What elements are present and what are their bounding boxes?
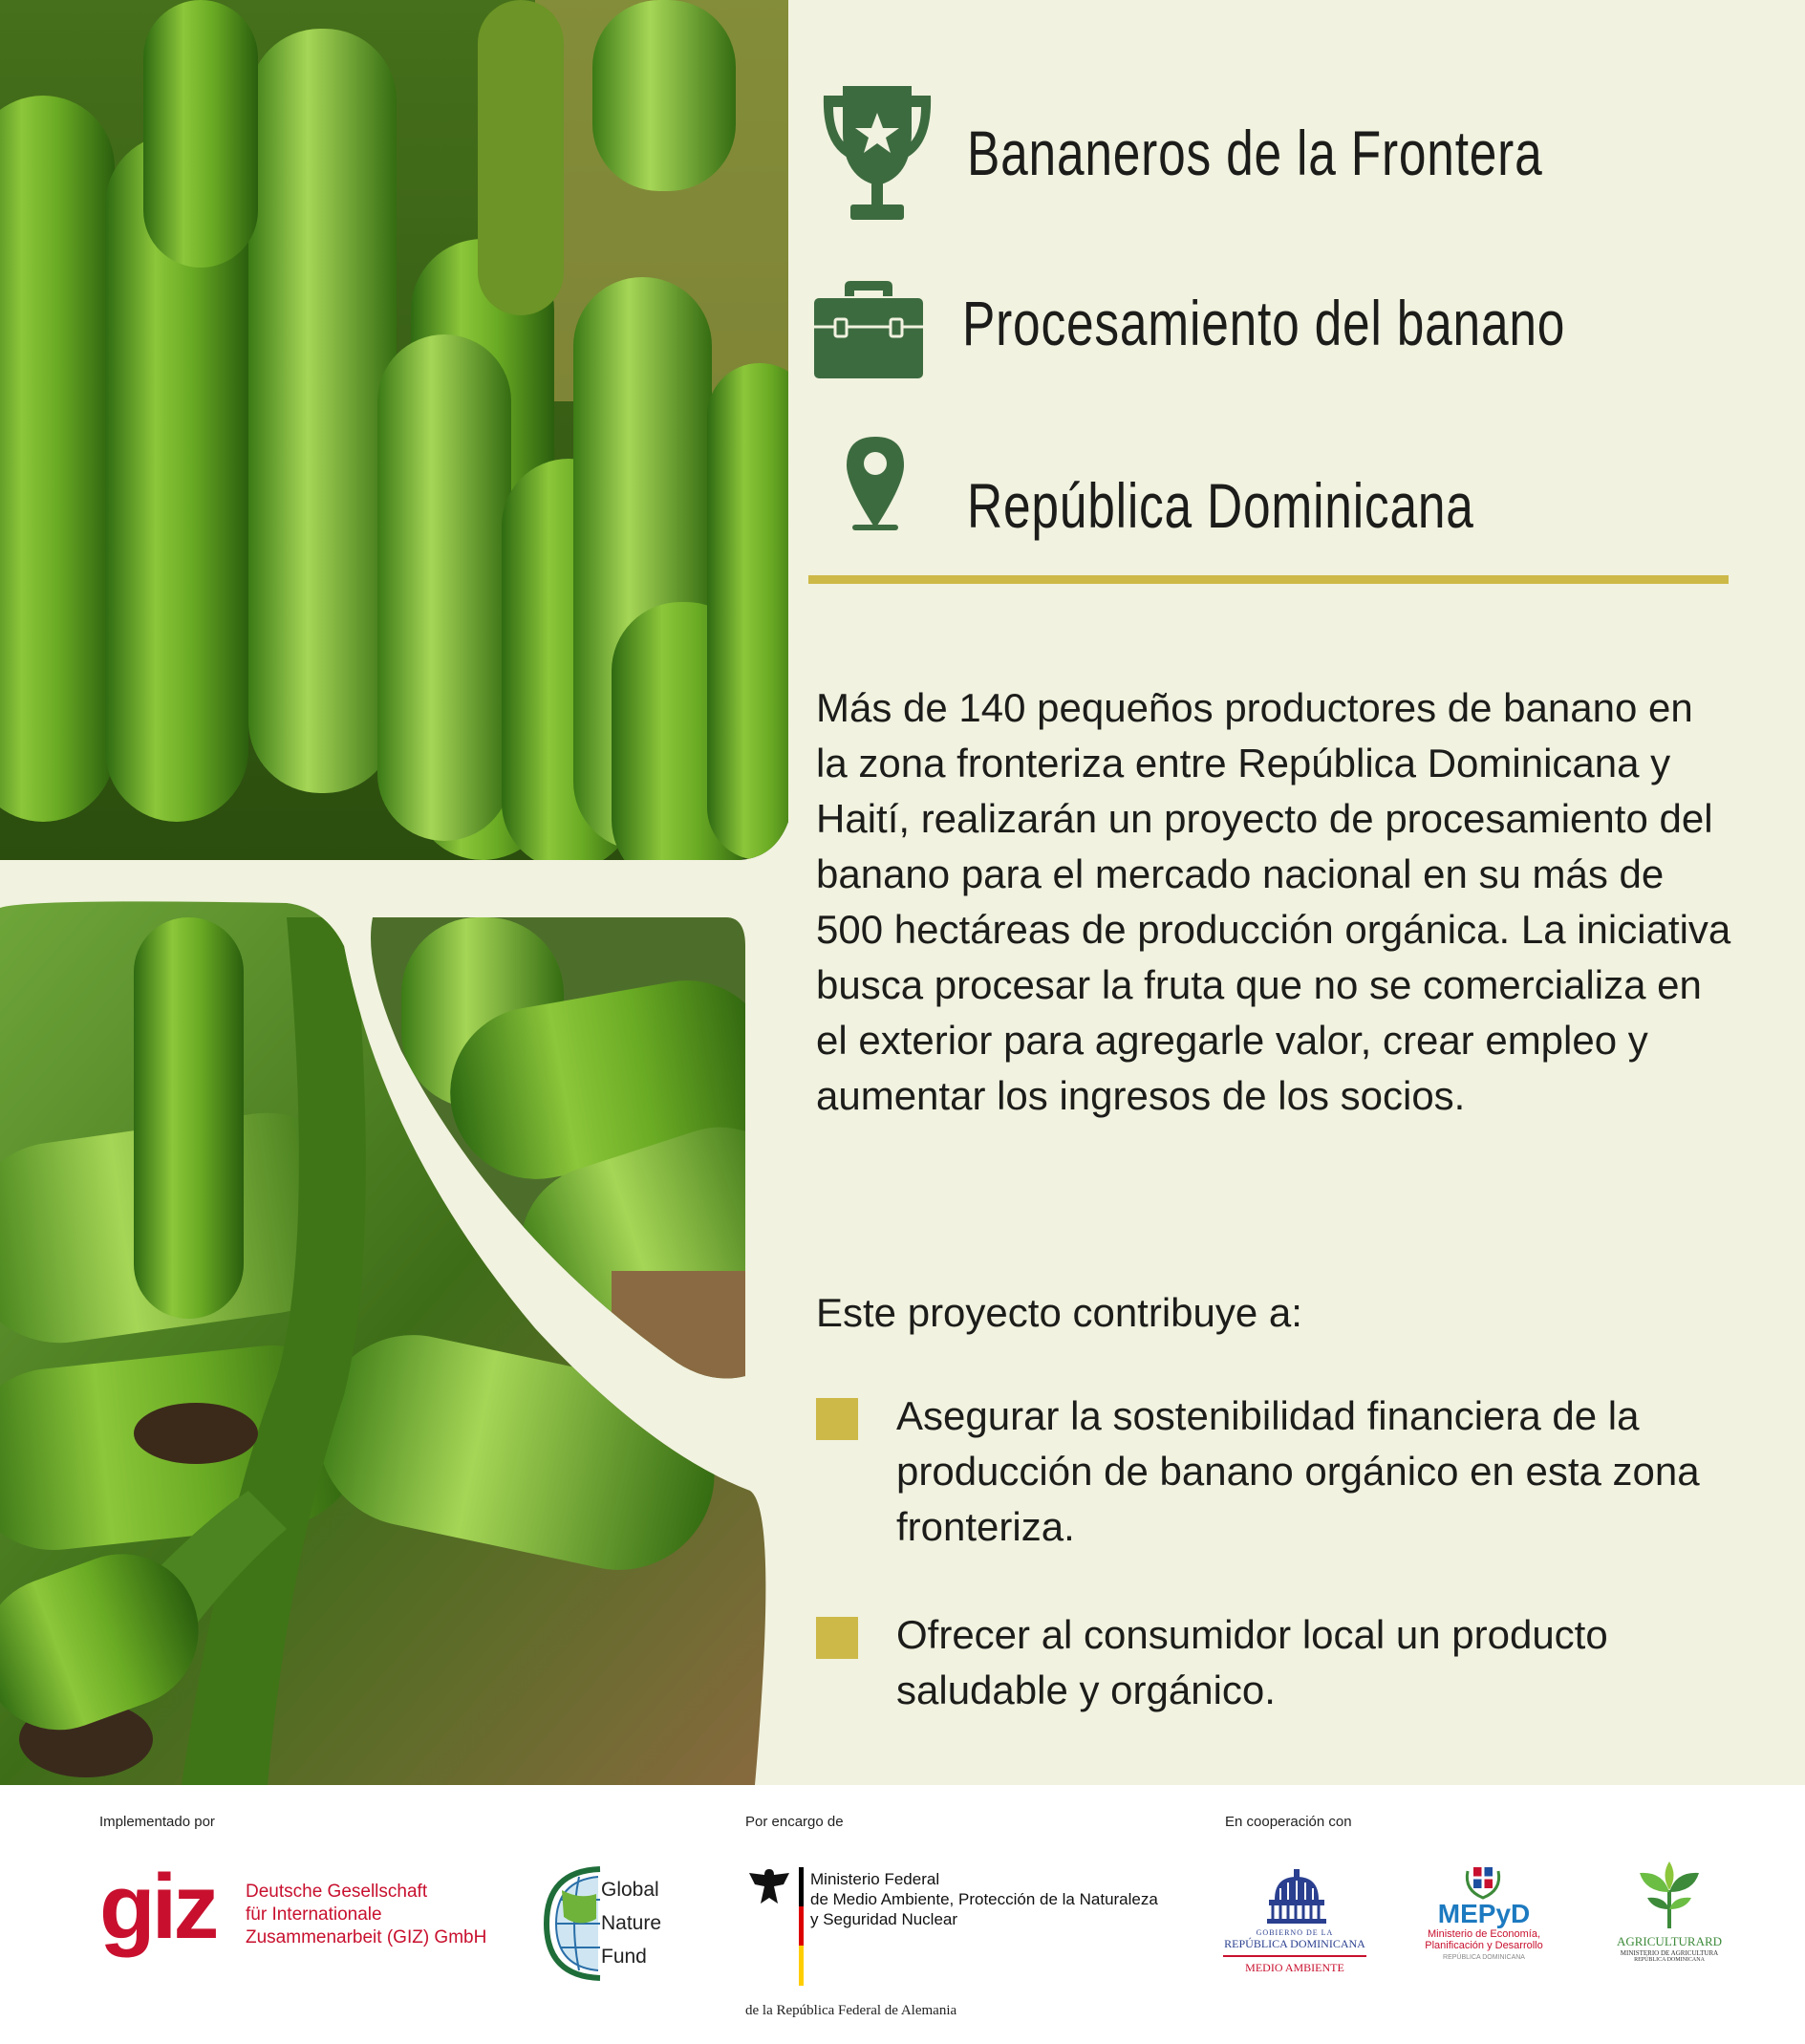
medio-ambiente-line: GOBIERNO DE LA <box>1256 1928 1334 1937</box>
cooperation-label: En cooperación con <box>1225 1814 1352 1830</box>
project-description: Más de 140 pequeños productores de banano en la zona fronteriza entre República Dominicana y Haití, realizarán un proyecto de procesamiento del banano para el mercado nacional en su más de 500 hectáreas de producción orgánica. La iniciativa busca procesar la fruta que no se comercializa en el exterior para agregarle valor, crear empleo y aumentar los ingresos de los socios. <box>816 685 1731 1118</box>
mepyd-line: Planificación y Desarrollo <box>1425 1940 1543 1951</box>
medio-ambiente-line: REPÚBLICA DOMINICANA <box>1224 1937 1365 1950</box>
bmu-name-line: de Medio Ambiente, Protección de la Naturaleza <box>810 1890 1158 1908</box>
bullet-square-icon <box>816 1398 858 1440</box>
commissioned-by-label: Por encargo de <box>745 1814 844 1830</box>
plant-sprout-icon <box>1636 1861 1703 1930</box>
contribution-text: Asegurar la sostenibilidad financiera de la producción de banano orgánico en esta zona fronteriza. <box>896 1393 1700 1549</box>
project-title: Bananeros de la Frontera <box>967 118 1543 188</box>
coat-of-arms-icon <box>1462 1861 1504 1900</box>
medio-ambiente-text <box>1214 1928 1376 1975</box>
mepyd-logo: MEPyD <box>1437 1899 1531 1928</box>
briefcase-icon <box>814 277 923 378</box>
medio-ambiente-line: MEDIO AMBIENTE <box>1245 1961 1344 1974</box>
bmu-name-line: Ministerio Federal <box>810 1870 940 1888</box>
federal-eagle-icon <box>745 1865 793 1907</box>
agricultura-line: MINISTERIO DE AGRICULTURA <box>1620 1949 1719 1957</box>
globe-icon <box>541 1861 604 1986</box>
agricultura-line: REPÚBLICA DOMINICANA <box>1634 1957 1705 1963</box>
agricultura-text <box>1598 1934 1741 1963</box>
implemented-by-label: Implementado por <box>99 1814 215 1830</box>
partner-logos-footer <box>0 1785 1805 2044</box>
giz-name <box>246 1881 486 1949</box>
bmu-country: de la República Federal de Alemania <box>745 2003 957 2018</box>
giz-name-line: Deutsche Gesellschaft <box>246 1882 428 1902</box>
bmu-name <box>810 1869 1158 1929</box>
map-pin-icon <box>845 435 906 530</box>
gnf-name-line: Nature <box>601 1912 662 1934</box>
contribution-item <box>816 1607 1733 1732</box>
mepyd-line: REPÚBLICA DOMINICANA <box>1443 1954 1525 1961</box>
giz-logo: giz <box>99 1856 216 1958</box>
gnf-name-line: Fund <box>601 1946 647 1968</box>
banana-photo-collage <box>0 0 788 1785</box>
contributions-title: Este proyecto contribuye a: <box>816 1290 1302 1335</box>
capitol-dome-icon <box>1263 1867 1330 1925</box>
mepyd-text <box>1405 1900 1563 1961</box>
contribution-text: Ofrecer al consumidor local un producto saludable y orgánico. <box>896 1612 1608 1712</box>
bmu-name-line: y Seguridad Nuclear <box>810 1910 958 1928</box>
agricultura-logo: AGRICULTURARD <box>1616 1934 1723 1948</box>
contribution-item <box>816 1388 1733 1560</box>
gnf-name-line: Global <box>601 1879 659 1901</box>
bullet-square-icon <box>816 1617 858 1659</box>
german-flag-stripe <box>799 1867 804 1986</box>
gold-divider <box>808 575 1729 584</box>
trophy-icon <box>814 86 940 229</box>
giz-name-line: für Internationale <box>246 1904 382 1925</box>
gnf-name <box>601 1873 661 1973</box>
project-category: Procesamiento del banano <box>962 288 1566 358</box>
giz-name-line: Zusammenarbeit (GIZ) GmbH <box>246 1927 487 1947</box>
project-location: República Dominicana <box>967 470 1474 541</box>
medio-ambiente-rule <box>1223 1955 1366 1957</box>
mepyd-line: Ministerio de Economía, <box>1428 1928 1540 1940</box>
